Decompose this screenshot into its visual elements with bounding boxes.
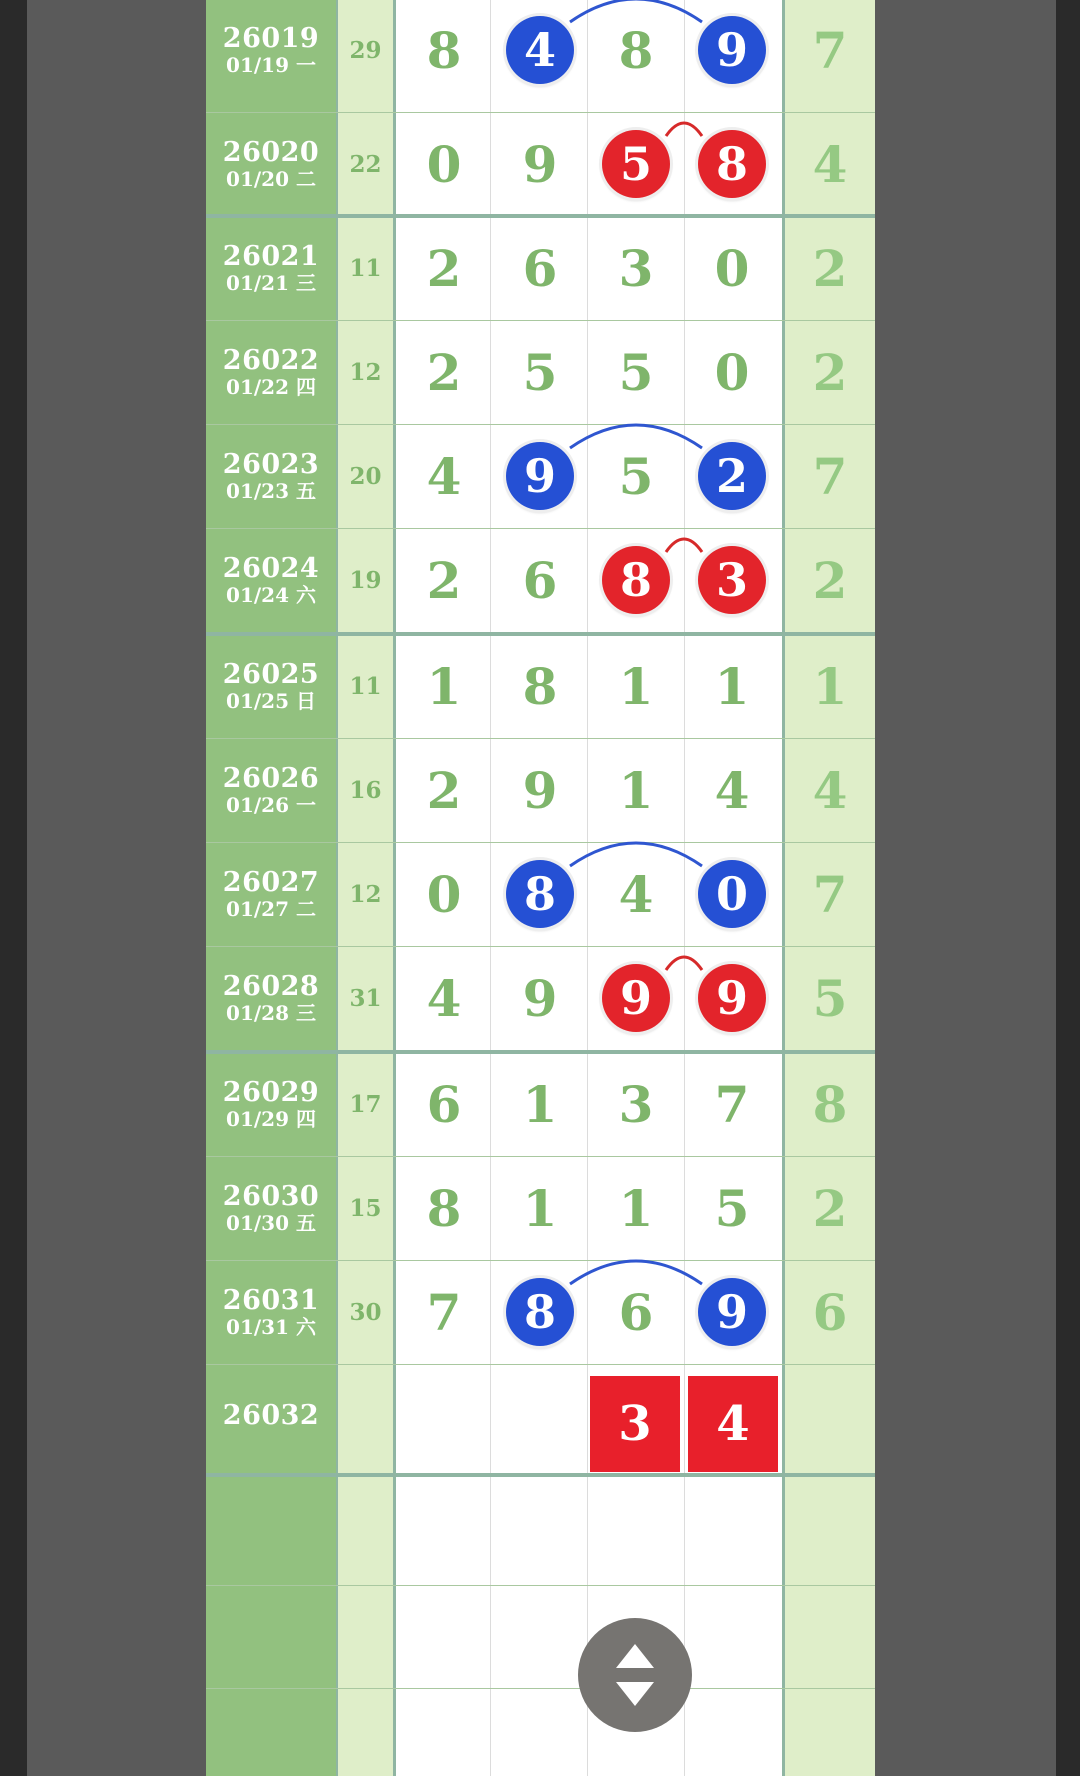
digit-value: 0 — [714, 342, 750, 402]
row-divider — [206, 1688, 875, 1689]
digit-value: 5 — [714, 1178, 750, 1238]
issue-date: 01/24 六 — [226, 583, 316, 608]
digit-value: 6 — [426, 1074, 462, 1134]
digit-value: 1 — [714, 656, 750, 716]
digit-value: 2 — [426, 238, 462, 298]
tail-value: 7 — [812, 446, 848, 506]
tail-value: 6 — [812, 1282, 848, 1342]
sum-value: 20 — [349, 462, 382, 490]
tail-value: 2 — [812, 238, 848, 298]
digit-value: 6 — [522, 550, 558, 610]
issue-date: 01/23 五 — [226, 479, 316, 504]
issue-cell — [206, 738, 336, 842]
sum-value: 12 — [349, 358, 382, 386]
issue-cell — [206, 1364, 336, 1468]
row-divider — [206, 1473, 875, 1477]
digit-value: 0 — [426, 134, 462, 194]
highlight-ball: 4 — [506, 16, 574, 84]
scroll-toggle-button[interactable] — [578, 1618, 692, 1732]
digit-value: 2 — [426, 550, 462, 610]
digit-value: 9 — [522, 760, 558, 820]
digit-value: 4 — [618, 864, 654, 924]
tail-value: 1 — [812, 656, 848, 716]
highlight-ball: 8 — [698, 130, 766, 198]
issue-number: 26031 — [222, 1284, 320, 1316]
sum-value: 16 — [349, 776, 382, 804]
issue-number: 26019 — [222, 22, 320, 54]
issue-cell — [206, 216, 336, 320]
up-down-arrows-icon — [612, 1640, 658, 1710]
sum-value: 15 — [349, 1194, 382, 1222]
digit-value: 4 — [426, 968, 462, 1028]
digit-value: 2 — [426, 342, 462, 402]
digit-value: 0 — [426, 864, 462, 924]
digit-value: 4 — [714, 760, 750, 820]
digit-value: 9 — [522, 134, 558, 194]
tail-value: 2 — [812, 550, 848, 610]
issue-date: 01/21 三 — [226, 271, 316, 296]
digit-value: 8 — [426, 20, 462, 80]
sum-value: 12 — [349, 880, 382, 908]
highlight-ball: 0 — [698, 860, 766, 928]
sum-value: 31 — [349, 984, 382, 1012]
tail-value: 7 — [812, 20, 848, 80]
issue-date: 01/27 二 — [226, 897, 316, 922]
digit-value: 1 — [618, 656, 654, 716]
highlight-ball: 5 — [602, 130, 670, 198]
issue-number: 26028 — [222, 970, 320, 1002]
digit-value: 1 — [426, 656, 462, 716]
issue-number: 26025 — [222, 658, 320, 690]
tail-value: 7 — [812, 864, 848, 924]
highlight-ball: 9 — [602, 964, 670, 1032]
sum-value: 30 — [349, 1298, 382, 1326]
sum-value: 29 — [349, 36, 382, 64]
tail-value: 4 — [812, 134, 848, 194]
highlight-ball: 9 — [698, 1278, 766, 1346]
tail-value: 2 — [812, 342, 848, 402]
issue-cell — [206, 946, 336, 1050]
issue-cell — [206, 1156, 336, 1260]
issue-number: 26027 — [222, 866, 320, 898]
issue-number: 26024 — [222, 552, 320, 584]
issue-number: 26021 — [222, 240, 320, 272]
pending-digit-box[interactable]: 4 — [688, 1376, 778, 1472]
issue-cell — [206, 634, 336, 738]
digit-value: 1 — [522, 1074, 558, 1134]
digit-value: 0 — [714, 238, 750, 298]
digit-value: 7 — [426, 1282, 462, 1342]
digit-value: 8 — [426, 1178, 462, 1238]
issue-number: 26020 — [222, 136, 320, 168]
tail-value: 8 — [812, 1074, 848, 1134]
highlight-ball: 2 — [698, 442, 766, 510]
digit-value: 2 — [426, 760, 462, 820]
right-dark-margin — [1056, 0, 1080, 1776]
sum-value: 11 — [349, 672, 382, 700]
digit-value: 8 — [618, 20, 654, 80]
issue-number: 26029 — [222, 1076, 320, 1108]
digit-value: 5 — [618, 446, 654, 506]
highlight-ball: 3 — [698, 546, 766, 614]
digit-value: 6 — [522, 238, 558, 298]
issue-number: 26030 — [222, 1180, 320, 1212]
digit-value: 8 — [522, 656, 558, 716]
left-dark-margin — [0, 0, 27, 1776]
issue-date: 01/22 四 — [226, 375, 316, 400]
highlight-ball: 8 — [506, 1278, 574, 1346]
issue-cell — [206, 320, 336, 424]
digit-value: 9 — [522, 968, 558, 1028]
tail-value: 2 — [812, 1178, 848, 1238]
digit-value: 4 — [426, 446, 462, 506]
tail-value: 5 — [812, 968, 848, 1028]
highlight-ball: 9 — [506, 442, 574, 510]
issue-number: 26026 — [222, 762, 320, 794]
issue-date: 01/31 六 — [226, 1315, 316, 1340]
highlight-ball: 9 — [698, 964, 766, 1032]
issue-date: 01/29 四 — [226, 1107, 316, 1132]
issue-number: 26032 — [222, 1400, 320, 1432]
digit-value: 3 — [618, 238, 654, 298]
issue-cell — [206, 424, 336, 528]
digit-value: 3 — [618, 1074, 654, 1134]
issue-cell — [206, 528, 336, 632]
issue-date: 01/30 五 — [226, 1211, 316, 1236]
digit-value: 1 — [522, 1178, 558, 1238]
tail-value: 4 — [812, 760, 848, 820]
sum-value: 11 — [349, 254, 382, 282]
digit-value: 5 — [618, 342, 654, 402]
issue-date: 01/20 二 — [226, 167, 316, 192]
row-divider — [206, 1585, 875, 1586]
pending-digit-box[interactable]: 3 — [590, 1376, 680, 1472]
digit-value: 1 — [618, 1178, 654, 1238]
digit-value: 6 — [618, 1282, 654, 1342]
issue-number: 26023 — [222, 448, 320, 480]
issue-cell — [206, 112, 336, 216]
digit-value: 1 — [618, 760, 654, 820]
issue-date: 01/25 日 — [226, 689, 316, 714]
sum-value: 19 — [349, 566, 382, 594]
issue-date: 01/19 一 — [226, 53, 316, 78]
highlight-ball: 8 — [506, 860, 574, 928]
issue-cell — [206, 0, 336, 102]
highlight-ball: 8 — [602, 546, 670, 614]
highlight-ball: 9 — [698, 16, 766, 84]
digit-value: 7 — [714, 1074, 750, 1134]
issue-cell — [206, 842, 336, 946]
issue-cell — [206, 1260, 336, 1364]
issue-number: 26022 — [222, 344, 320, 376]
issue-cell — [206, 1052, 336, 1156]
sum-value: 22 — [349, 150, 382, 178]
issue-date: 01/28 三 — [226, 1001, 316, 1026]
digit-value: 5 — [522, 342, 558, 402]
issue-date: 01/26 一 — [226, 793, 316, 818]
sum-value: 17 — [349, 1090, 382, 1118]
